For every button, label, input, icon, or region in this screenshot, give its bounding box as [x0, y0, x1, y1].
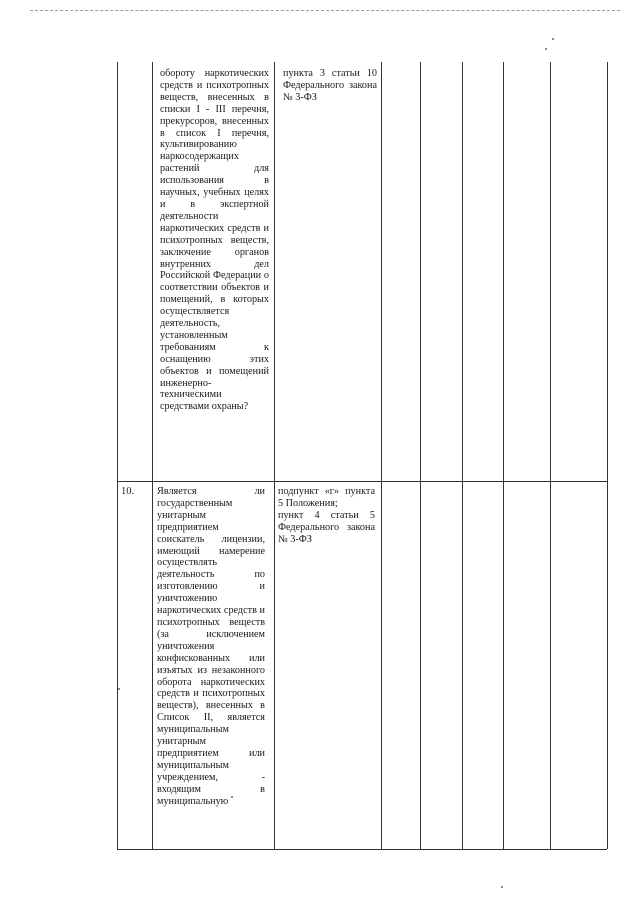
- top-scan-line: [30, 10, 620, 11]
- scan-speck: [545, 48, 547, 50]
- row-divider: [117, 481, 607, 482]
- column-border: [117, 62, 118, 849]
- column-border: [503, 62, 504, 849]
- column-border: [381, 62, 382, 849]
- table-bottom-border: [117, 849, 607, 850]
- scan-speck: [501, 886, 503, 888]
- column-border: [274, 62, 275, 849]
- legal-reference-cell: подпункт «г» пункта 5 Положения; пункт 4 статьи 5 Федерального закона № 3-ФЗ: [278, 486, 375, 545]
- scan-speck: [118, 688, 120, 690]
- question-cell: Является ли государственным унитарным предприятием соискатель лицензии, имеющий намерение осуществлять деятельность по изготовлению и уничтожению наркотических средств и психотропных веществ (за исключением уничтожения конфискованных или изъятых из незаконного оборота наркотических средств и психотропных веществ), внесенных в Список II, является муниципальным унитарным предприятием или муниципальным учреждением, - входящим в муниципальную: [157, 486, 265, 807]
- column-border: [462, 62, 463, 849]
- column-border: [607, 62, 608, 849]
- column-border: [550, 62, 551, 849]
- question-cell: обороту наркотических средств и психотропных веществ, внесенных в списки I - III перечня, прекурсоров, внесенных в список I перечня, культивированию наркосодержащих растений для использования в научных, учебных целях и в экспертной деятельности наркотических средств и психотропных веществ, заключение органов внутренних дел Российской Федерации о соответствии объектов и помещений, в которых осуществляется деятельность, установленным требованиям к оснащению этих объектов и помещений инженерно-техническими средствами охраны?: [160, 68, 269, 413]
- legal-reference-cell: пункта 3 статьи 10 Федерального закона № 3-ФЗ: [283, 68, 377, 103]
- column-border: [420, 62, 421, 849]
- column-border: [152, 62, 153, 849]
- row-number: 10.: [121, 486, 135, 497]
- scan-speck: [552, 38, 554, 40]
